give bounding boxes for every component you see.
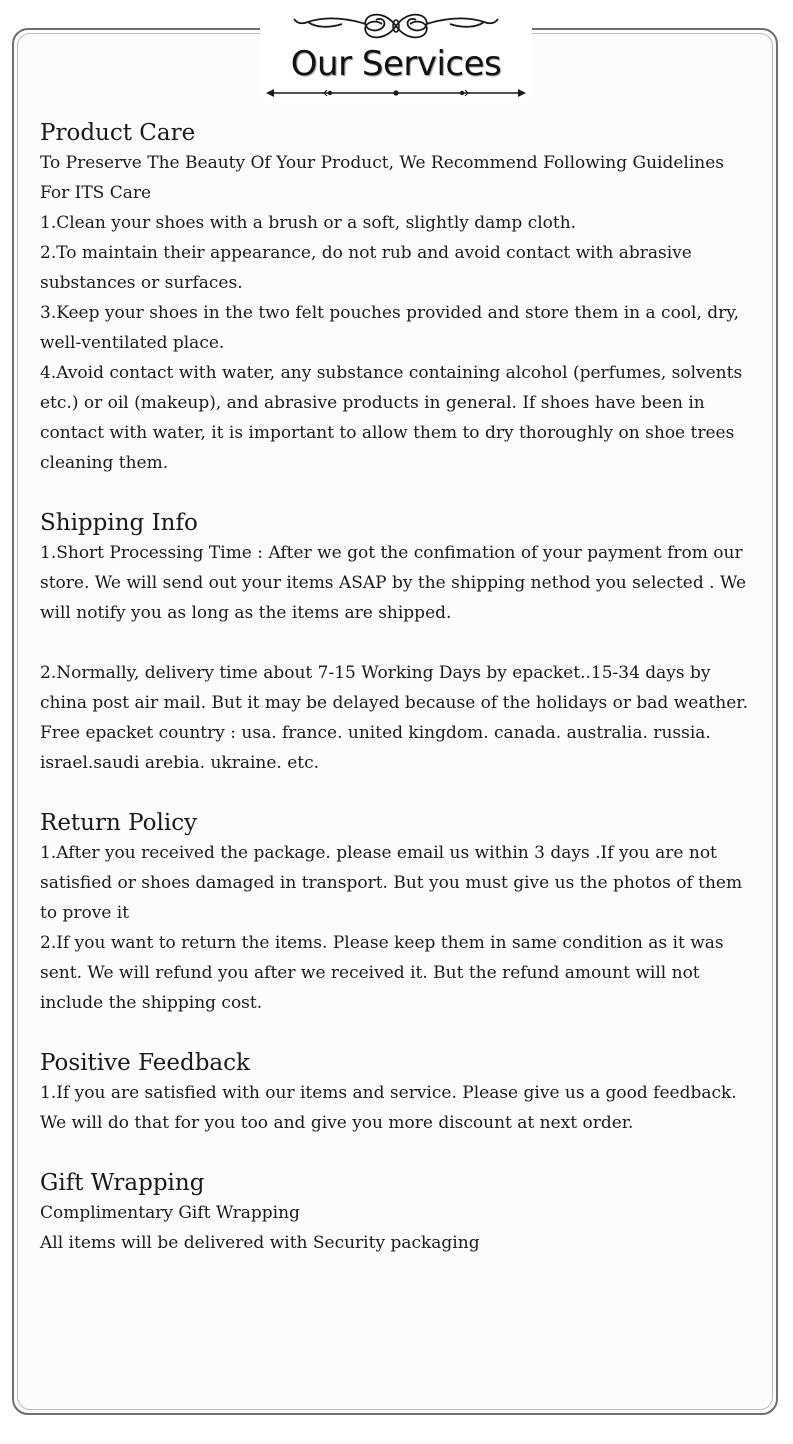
header-banner	[260, 6, 532, 102]
paragraph: All items will be delivered with Security packaging	[40, 1233, 480, 1253]
return-policy-section	[40, 808, 752, 1018]
paragraph: 1.If you are satisfied with our items and service. Please give us a good feedback. We will do that for you too and give you more discount at next order.	[40, 1083, 737, 1133]
spacer	[40, 1138, 752, 1168]
product-care-section	[40, 118, 752, 478]
section-heading: Return Policy	[40, 810, 198, 836]
section-heading: Product Care	[40, 120, 196, 146]
spacer	[40, 1018, 752, 1048]
services-content	[40, 118, 752, 1258]
paragraph: 1.Short Processing Time : After we got the confimation of your payment from our store. We will send out your items ASAP by the shipping nethod you selected . We will notify you as long as the items are shipped.	[40, 543, 747, 623]
paragraph: 4.Avoid contact with water, any substance containing alcohol (perfumes, solvents etc.) or oil (makeup), and abrasive products in general. If shoes have been in contact with water, it is important to allow them to dry thoroughly on shoe trees cleaning them.	[40, 363, 743, 473]
page-title: Our Services	[290, 44, 502, 84]
spacer	[40, 628, 752, 658]
shipping-info-section	[40, 508, 752, 778]
spacer	[40, 778, 752, 808]
paragraph: To Preserve The Beauty Of Your Product, We Recommend Following Guidelines For ITS Care	[40, 153, 725, 203]
paragraph: 2.If you want to return the items. Please keep them in same condition as it was sent. We will refund you after we received it. But the refund amount will not include the shipping cost.	[40, 933, 724, 1013]
gift-wrapping-section	[40, 1168, 752, 1258]
paragraph: 1.Clean your shoes with a brush or a soft, slightly damp cloth.	[40, 213, 577, 233]
paragraph: 3.Keep your shoes in the two felt pouches provided and store them in a cool, dry, well-ventilated place.	[40, 303, 740, 353]
paragraph: Free epacket country : usa. france. united kingdom. canada. australia. russia. israel.saudi arebia. ukraine. etc.	[40, 723, 711, 773]
paragraph: 1.After you received the package. please email us within 3 days .If you are not satisfied or shoes damaged in transport. But you must give us the photos of them to prove it	[40, 843, 743, 923]
section-heading: Positive Feedback	[40, 1050, 250, 1076]
paragraph: 2.Normally, delivery time about 7-15 Working Days by epacket..15-34 days by china post air mail. But it may be delayed because of the holidays or bad weather.	[40, 663, 748, 713]
arrow-divider-icon	[264, 86, 528, 100]
section-heading: Shipping Info	[40, 510, 198, 536]
positive-feedback-section	[40, 1048, 752, 1138]
scroll-flourish-icon	[290, 10, 502, 42]
paragraph: Complimentary Gift Wrapping	[40, 1203, 300, 1223]
section-heading: Gift Wrapping	[40, 1170, 205, 1196]
spacer	[40, 478, 752, 508]
paragraph: 2.To maintain their appearance, do not rub and avoid contact with abrasive substances or surfaces.	[40, 243, 692, 293]
